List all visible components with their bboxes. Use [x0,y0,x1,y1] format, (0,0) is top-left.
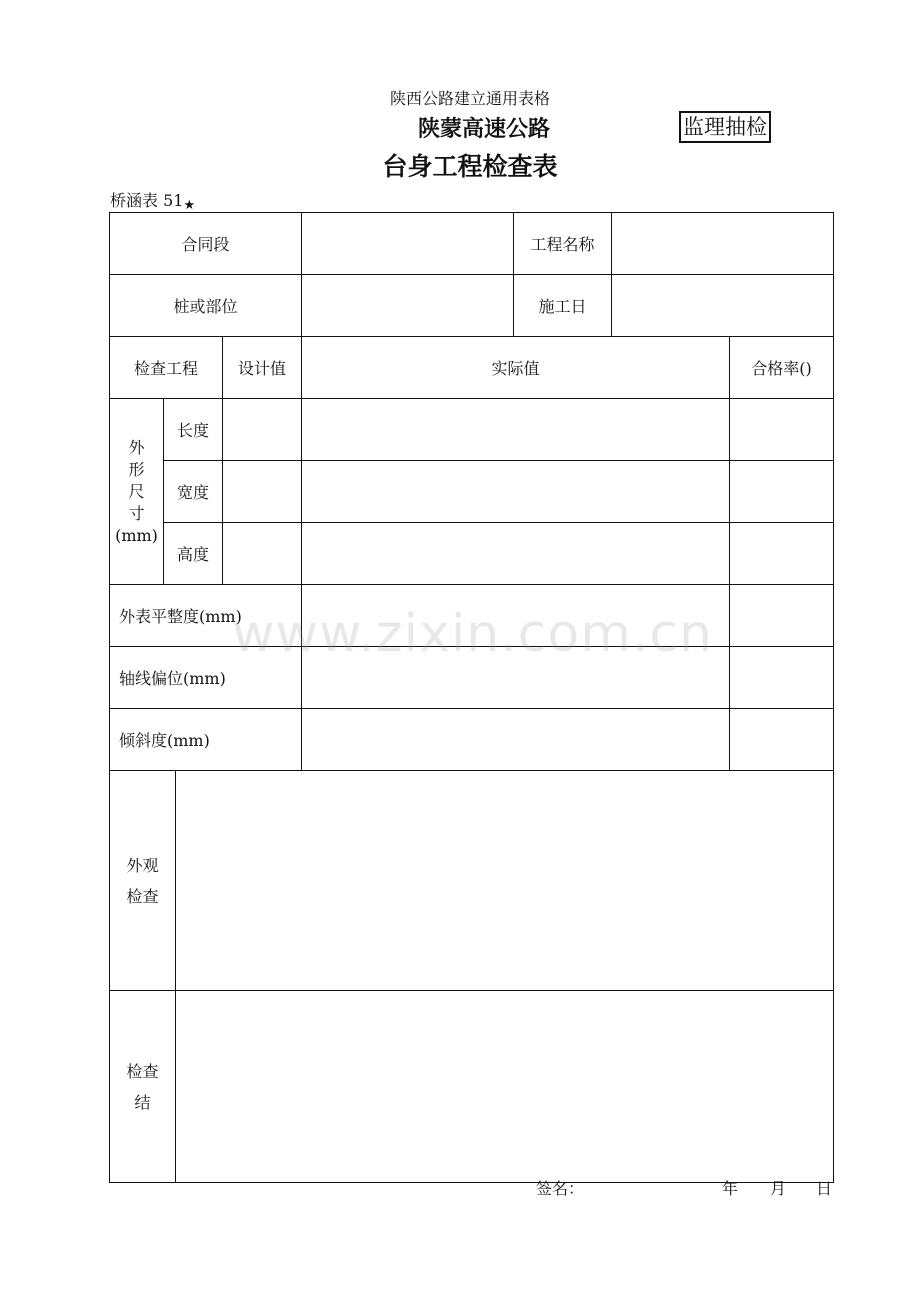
form-code-text: 桥涵表 51 [110,191,184,210]
width-pass-cell[interactable] [730,461,834,523]
appearance-label [110,771,176,991]
flatness-label: 外表平整度(mm) [110,585,302,647]
signature-label: 签名： [536,1179,585,1198]
inspection-table [109,212,834,1198]
length-design-cell[interactable] [223,399,302,461]
star-icon: ★ [183,198,196,213]
dim-char-1: 外 [128,437,145,457]
construction-date-value-cell[interactable] [612,275,834,337]
signature-year: 年 [722,1179,739,1198]
axis-offset-label: 轴线偏位(mm) [110,647,302,709]
inclination-label: 倾斜度(mm) [110,709,302,771]
form-code [110,188,195,213]
signature-day: 日 [816,1179,833,1198]
axis-offset-pass-cell[interactable] [730,647,834,709]
height-actual-cell[interactable] [302,523,730,585]
watermark: www.zixin.com.cn [232,604,713,664]
dim-unit: (mm) [115,525,158,545]
appearance-line-2: 检查 [126,886,159,906]
page-title: 台身工程检查表 [382,152,558,181]
dim-char-4: 寸 [128,503,145,523]
supervision-stamp: 监理抽检 [679,111,771,143]
contract-value-cell[interactable] [302,213,514,275]
dim-char-3: 尺 [128,481,145,501]
project-name-label: 工程名称 [514,213,612,275]
col-header-actual: 实际值 [302,337,730,399]
height-label: 高度 [164,523,223,585]
conclusion-label [110,991,176,1183]
dimension-group-label [110,399,164,585]
signature-month: 月 [770,1179,787,1198]
width-label: 宽度 [164,461,223,523]
conclusion-line-2: 结 [134,1092,151,1112]
width-actual-cell[interactable] [302,461,730,523]
col-header-item: 检查工程 [110,337,223,399]
station-value-cell[interactable] [302,275,514,337]
conclusion-line-1: 检查 [126,1061,159,1081]
construction-date-label: 施工日 [514,275,612,337]
project-name: 陕蒙高速公路 [418,117,551,142]
axis-offset-actual-cell[interactable] [302,647,730,709]
dim-char-2: 形 [128,459,145,479]
appearance-content-cell[interactable] [176,771,834,991]
length-pass-cell[interactable] [730,399,834,461]
height-design-cell[interactable] [223,523,302,585]
flatness-actual-cell[interactable] [302,585,730,647]
col-header-pass-rate: 合格率() [730,337,834,399]
station-label: 桩或部位 [110,275,302,337]
form-series-heading: 陕西公路建立通用表格 [389,89,550,108]
contract-label: 合同段 [110,213,302,275]
inclination-pass-cell[interactable] [730,709,834,771]
inclination-actual-cell[interactable] [302,709,730,771]
width-design-cell[interactable] [223,461,302,523]
project-name-value-cell[interactable] [612,213,834,275]
appearance-line-1: 外观 [126,855,159,875]
flatness-pass-cell[interactable] [730,585,834,647]
col-header-design: 设计值 [223,337,302,399]
height-pass-cell[interactable] [730,523,834,585]
length-actual-cell[interactable] [302,399,730,461]
length-label: 长度 [164,399,223,461]
conclusion-content-cell[interactable] [176,991,834,1198]
